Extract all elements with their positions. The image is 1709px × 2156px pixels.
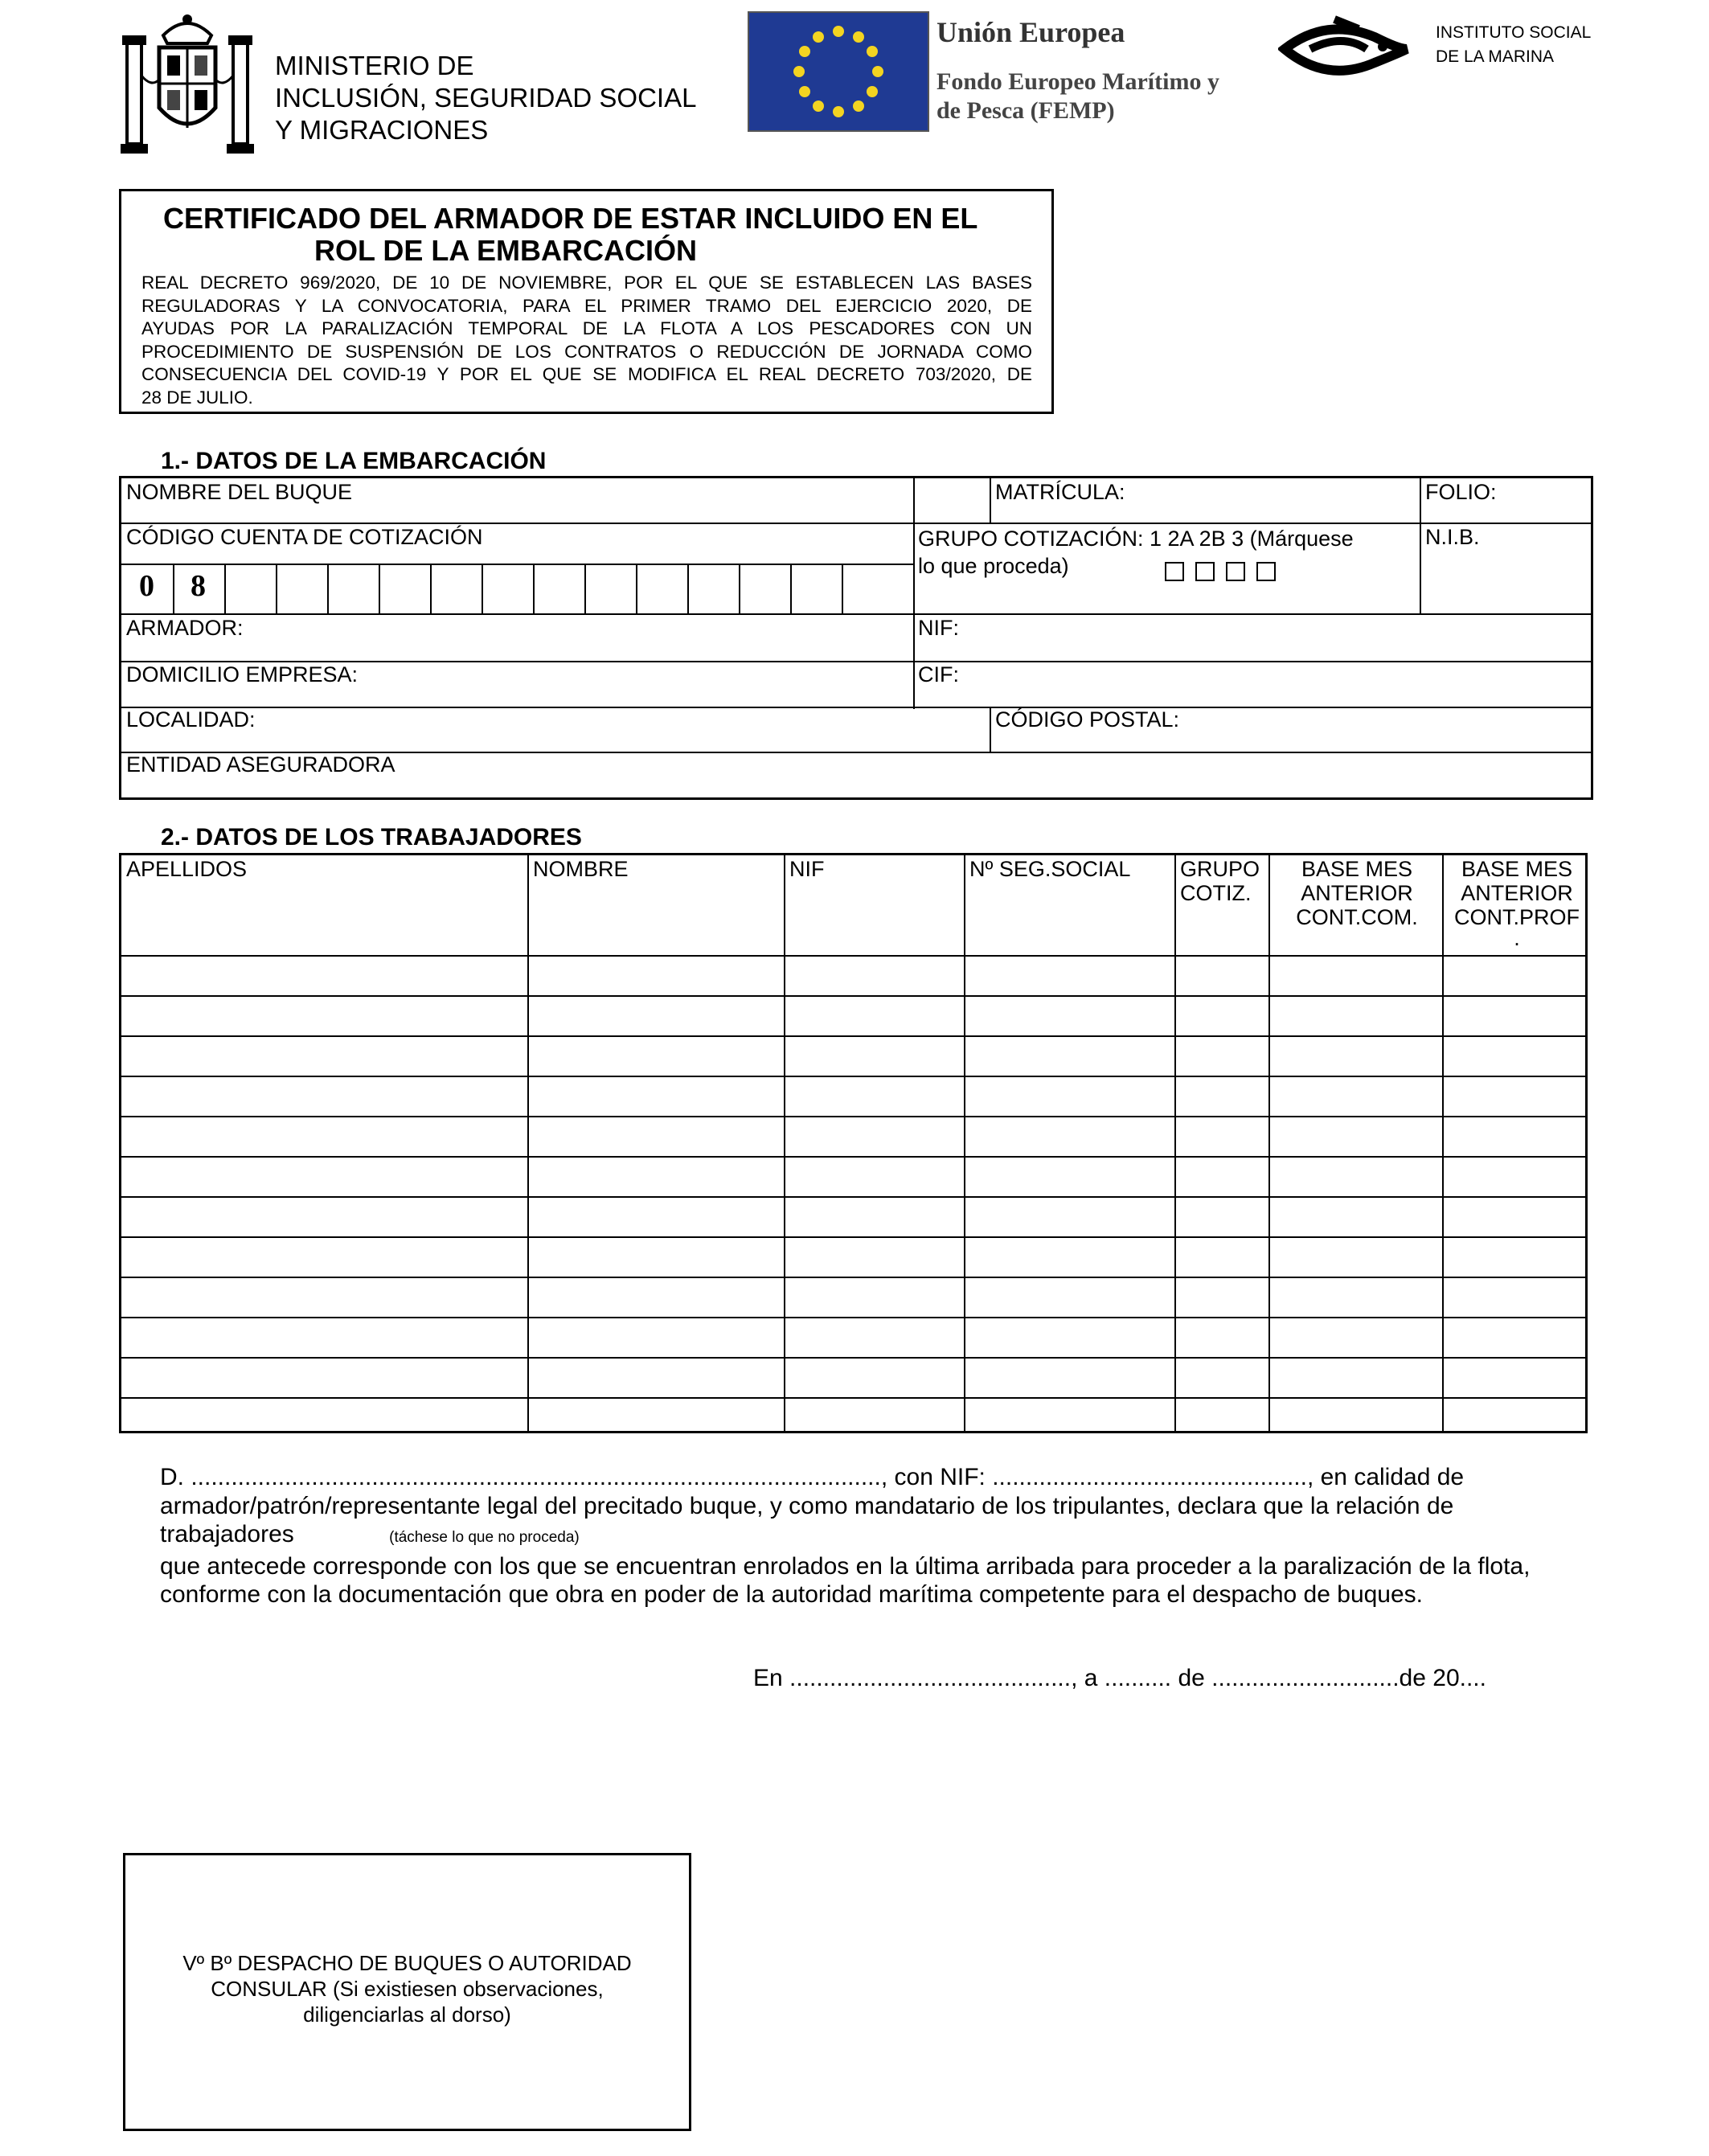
registration-label: MATRÍCULA: [995, 480, 1125, 504]
certificate-title-line-1: CERTIFICADO DEL ARMADOR DE ESTAR INCLUIDO EN EL [163, 202, 978, 235]
eu-fund-line-2: de Pesca (FEMP) [936, 97, 1115, 124]
ministry-line-1: MINISTERIO DE [275, 51, 474, 80]
decree-line: AYUDAS POR LA PARALIZACIÓN TEMPORAL DE LA FLOTA A LOS PESCADORES CON UN [141, 318, 1032, 338]
group-2b-checkbox[interactable] [1226, 562, 1245, 581]
ism-line-1: INSTITUTO SOCIAL [1436, 23, 1592, 42]
eu-text-block [936, 14, 1219, 125]
base-common-line-1: BASE MES [1301, 857, 1413, 881]
ministry-name [275, 50, 696, 146]
approval-text [125, 1950, 689, 2027]
place-date-line: En .........................................., a .......... de ............................de 20.... [753, 1665, 1486, 1691]
nif-label: NIF: [918, 616, 959, 640]
ministry-line-2: INCLUSIÓN, SEGURIDAD SOCIAL [275, 83, 697, 113]
certificate-title-line-2: ROL DE LA EMBARCACIÓN [314, 234, 697, 267]
postal-code-label: CÓDIGO POSTAL: [995, 707, 1180, 732]
declaration-line-1: D. ......................................................................................................., con NIF: ..............................................., en calidad de [160, 1464, 1465, 1490]
group-header-line-1: GRUPO [1180, 857, 1260, 881]
group-3-checkbox[interactable] [1256, 562, 1276, 581]
decree-text [141, 272, 1032, 409]
approval-line-1: Vº Bº DESPACHO DE BUQUES O AUTORIDAD [182, 1951, 632, 1975]
ccc-digit-1: 0 [139, 569, 154, 603]
declaration-text [160, 1463, 1530, 1609]
approval-line-3: diligenciarlas al dorso) [303, 2002, 511, 2027]
eu-fund-line-1: Fondo Europeo Marítimo y [936, 68, 1219, 95]
spain-coat-of-arms-logo [119, 11, 256, 158]
workers-table [119, 853, 1588, 1433]
insurer-label: ENTIDAD ASEGURADORA [126, 752, 395, 777]
declaration-line-2: armador/patrón/representante legal del precitado buque, y como mandatario de los tripulantes, declara que la relación de [160, 1492, 1454, 1519]
ccc-digit-2: 8 [191, 569, 206, 603]
group-1-checkbox[interactable] [1165, 562, 1184, 581]
declaration-line-5: conforme con la documentación que obra en poder de la autoridad marítima competente para el despacho de buques. [160, 1581, 1424, 1608]
company-address-label: DOMICILIO EMPRESA: [126, 662, 359, 687]
cif-label: CIF: [918, 662, 959, 687]
contribution-account-label: CÓDIGO CUENTA DE COTIZACIÓN [126, 525, 483, 549]
eu-flag-logo [748, 11, 929, 132]
ism-line-2: DE LA MARINA [1436, 47, 1555, 66]
column-header-base-professional [1448, 857, 1586, 950]
column-header-name: NOMBRE [533, 857, 629, 881]
column-header-social-security: Nº SEG.SOCIAL [969, 857, 1131, 881]
declaration-line-4: que antecede corresponde con los que se encuentran enrolados en la última arribada para proceder a la paralización de la flota, [160, 1552, 1531, 1580]
declaration-line-3: trabajadores [160, 1521, 294, 1547]
owner-label: ARMADOR: [126, 616, 244, 640]
group-header-line-2: COTIZ. [1180, 881, 1252, 905]
approval-line-2: CONSULAR (Si existiesen observaciones, [211, 1977, 604, 2001]
nib-label: N.I.B. [1425, 525, 1480, 549]
eu-union-label: Unión Europea [936, 16, 1125, 48]
base-prof-line-4: . [1514, 926, 1520, 950]
base-common-line-2: ANTERIOR [1301, 881, 1413, 905]
strike-note: (táchese lo que no proceda) [389, 1529, 580, 1546]
ism-fish-logo [1278, 13, 1411, 85]
decree-line: CONSECUENCIA DEL COVID-19 Y POR EL QUE SE MODIFICA EL REAL DECRETO 703/2020, DE [141, 364, 1032, 384]
decree-line: REGULADORAS Y LA CONVOCATORIA, PARA EL PRIMER TRAMO DEL EJERCICIO 2020, DE [141, 295, 1032, 316]
column-header-group [1180, 857, 1260, 905]
section-1-heading: 1.- DATOS DE LA EMBARCACIÓN [161, 448, 547, 474]
folio-label: FOLIO: [1425, 480, 1497, 504]
base-prof-line-1: BASE MES [1461, 857, 1573, 881]
contribution-group-checkboxes [1165, 562, 1287, 585]
decree-line: PROCEDIMIENTO DE SUSPENSIÓN DE LOS CONTRATOS O REDUCCIÓN DE JORNADA COMO [141, 341, 1032, 362]
decree-line: REAL DECRETO 969/2020, DE 10 DE NOVIEMBRE, POR EL QUE SE ESTABLECEN LAS BASES [141, 273, 1032, 293]
approval-box [123, 1853, 691, 2131]
ism-name [1436, 21, 1591, 69]
vessel-name-label: NOMBRE DEL BUQUE [126, 480, 353, 504]
column-header-surnames: APELLIDOS [126, 857, 248, 881]
ministry-line-3: Y MIGRACIONES [275, 115, 489, 145]
contribution-group-label: GRUPO COTIZACIÓN: 1 2A 2B 3 (Márquese [918, 527, 1354, 551]
column-header-base-common [1274, 857, 1440, 929]
contribution-group-hint: lo que proceda) [918, 554, 1069, 578]
column-header-nif: NIF [789, 857, 825, 881]
declaration-line-3-wrap [160, 1520, 1530, 1552]
base-prof-line-3: CONT.PROF [1453, 905, 1580, 929]
locality-label: LOCALIDAD: [126, 707, 256, 732]
base-common-line-3: CONT.COM. [1296, 905, 1418, 929]
section-2-heading: 2.- DATOS DE LOS TRABAJADORES [161, 824, 582, 851]
decree-line: 28 DE JULIO. [141, 387, 253, 408]
vessel-data-table [119, 476, 1593, 800]
group-2a-checkbox[interactable] [1195, 562, 1215, 581]
title-box [119, 189, 1054, 414]
base-prof-line-2: ANTERIOR [1461, 881, 1573, 905]
